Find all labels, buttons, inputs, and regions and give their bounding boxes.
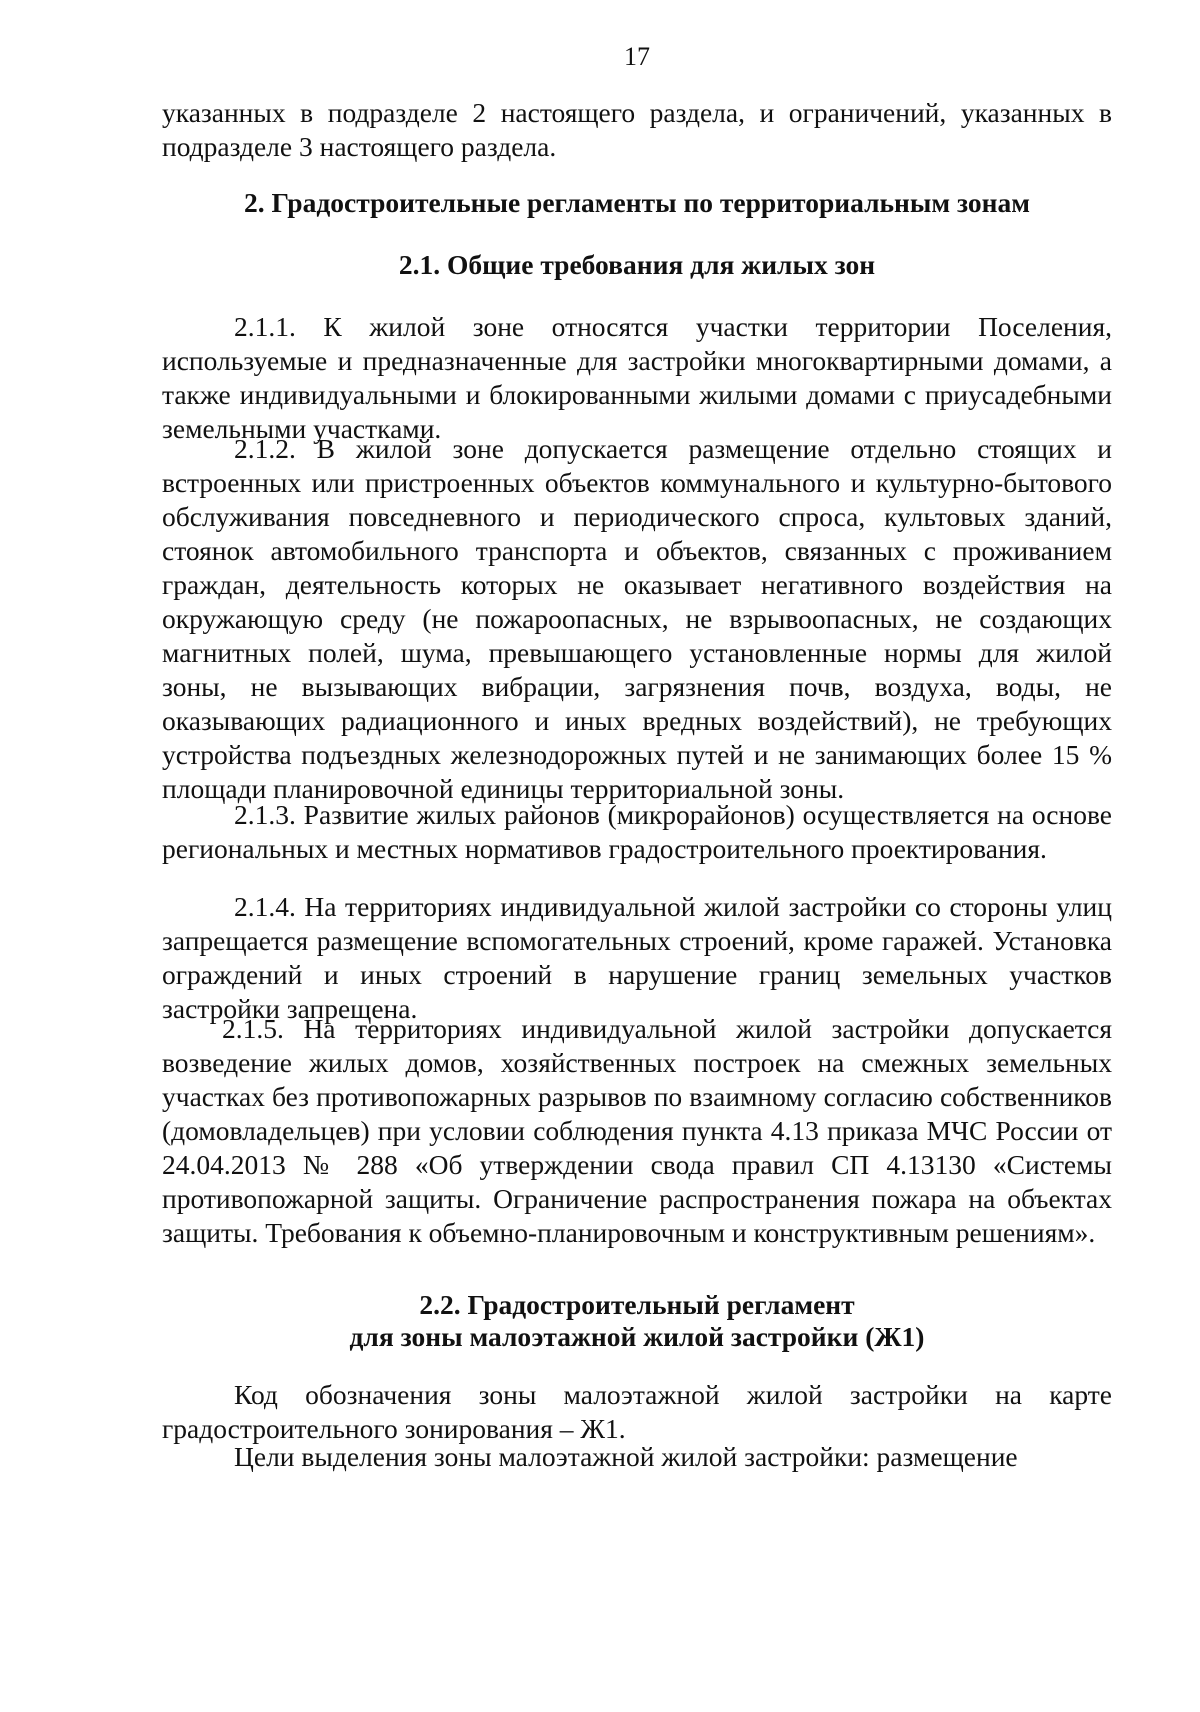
section-heading: 2. Градостроительные регламенты по территориальным зонам (244, 187, 1030, 218)
clause-2-1-2: 2.1.2. В жилой зоне допускается размещение отдельно стоящих и встроенных или пристроенных объектов коммунального и культурно-бытового обслуживания повседневного и периодического спроса, культовых зданий, стоянок автомобильного транспорта и объектов, связанных с проживанием граждан, деятельность которых не оказывает негативного воздействия на окружающую среду (не пожароопасных, не взрывоопасных, не создающих магнитных полей, шума, превышающего установленные нормы для жилой зоны, не вызывающих вибрации, загрязнения почв, воздуха, воды, не оказывающих радиационного и иных вредных воздействий), не требующих устройства подъездных железнодорожных путей и не занимающих более 15 % площади планировочной единицы территориальной зоны. (162, 433, 1112, 804)
zone-heading-line1: 2.2. Градостроительный регламент (419, 1289, 855, 1320)
clause-2-1-4: 2.1.4. На территориях индивидуальной жилой застройки со стороны улиц запрещается размещение вспомогательных строений, кроме гаражей. Установка ограждений и иных строений в нарушение границ земельных участков застройки запрещена. (162, 891, 1112, 1024)
page-number: 17 (624, 42, 650, 71)
clause-2-1-3: 2.1.3. Развитие жилых районов (микрорайонов) осуществляется на основе региональных и местных нормативов градостроительного проектирования. (162, 799, 1112, 864)
intro-paragraph: указанных в подразделе 2 настоящего раздела, и ограничений, указанных в подразделе 3 настоящего раздела. (162, 97, 1112, 162)
clause-2-1-1: 2.1.1. К жилой зоне относятся участки территории Поселения, используемые и предназначенные для застройки многоквартирными домами, а также индивидуальными и блокированными жилыми домами с приусадебными земельными участками. (162, 311, 1112, 444)
zone-goals-paragraph: Цели выделения зоны малоэтажной жилой застройки: размещение (234, 1441, 1018, 1472)
zone-heading-line2: для зоны малоэтажной жилой застройки (Ж1) (349, 1321, 925, 1352)
zone-code-paragraph: Код обозначения зоны малоэтажной жилой застройки на карте градостроительного зонирования – Ж1. (162, 1379, 1112, 1444)
subsection-heading: 2.1. Общие требования для жилых зон (398, 249, 876, 280)
clause-2-1-5: 2.1.5. На территориях индивидуальной жилой застройки допускается возведение жилых домов, хозяйственных построек на смежных земельных участках без противопожарных разрывов по взаимному согласию собственников (домовладельцев) при условии соблюдения пункта 4.13 приказа МЧС России от 24.04.2013 № 288 «Об утверждении свода правил СП 4.13130 «Системы противопожарной защиты. Ограничение распространения пожара на объектах защиты. Требования к объемно-планировочным и конструктивным решениям». (162, 1013, 1112, 1248)
